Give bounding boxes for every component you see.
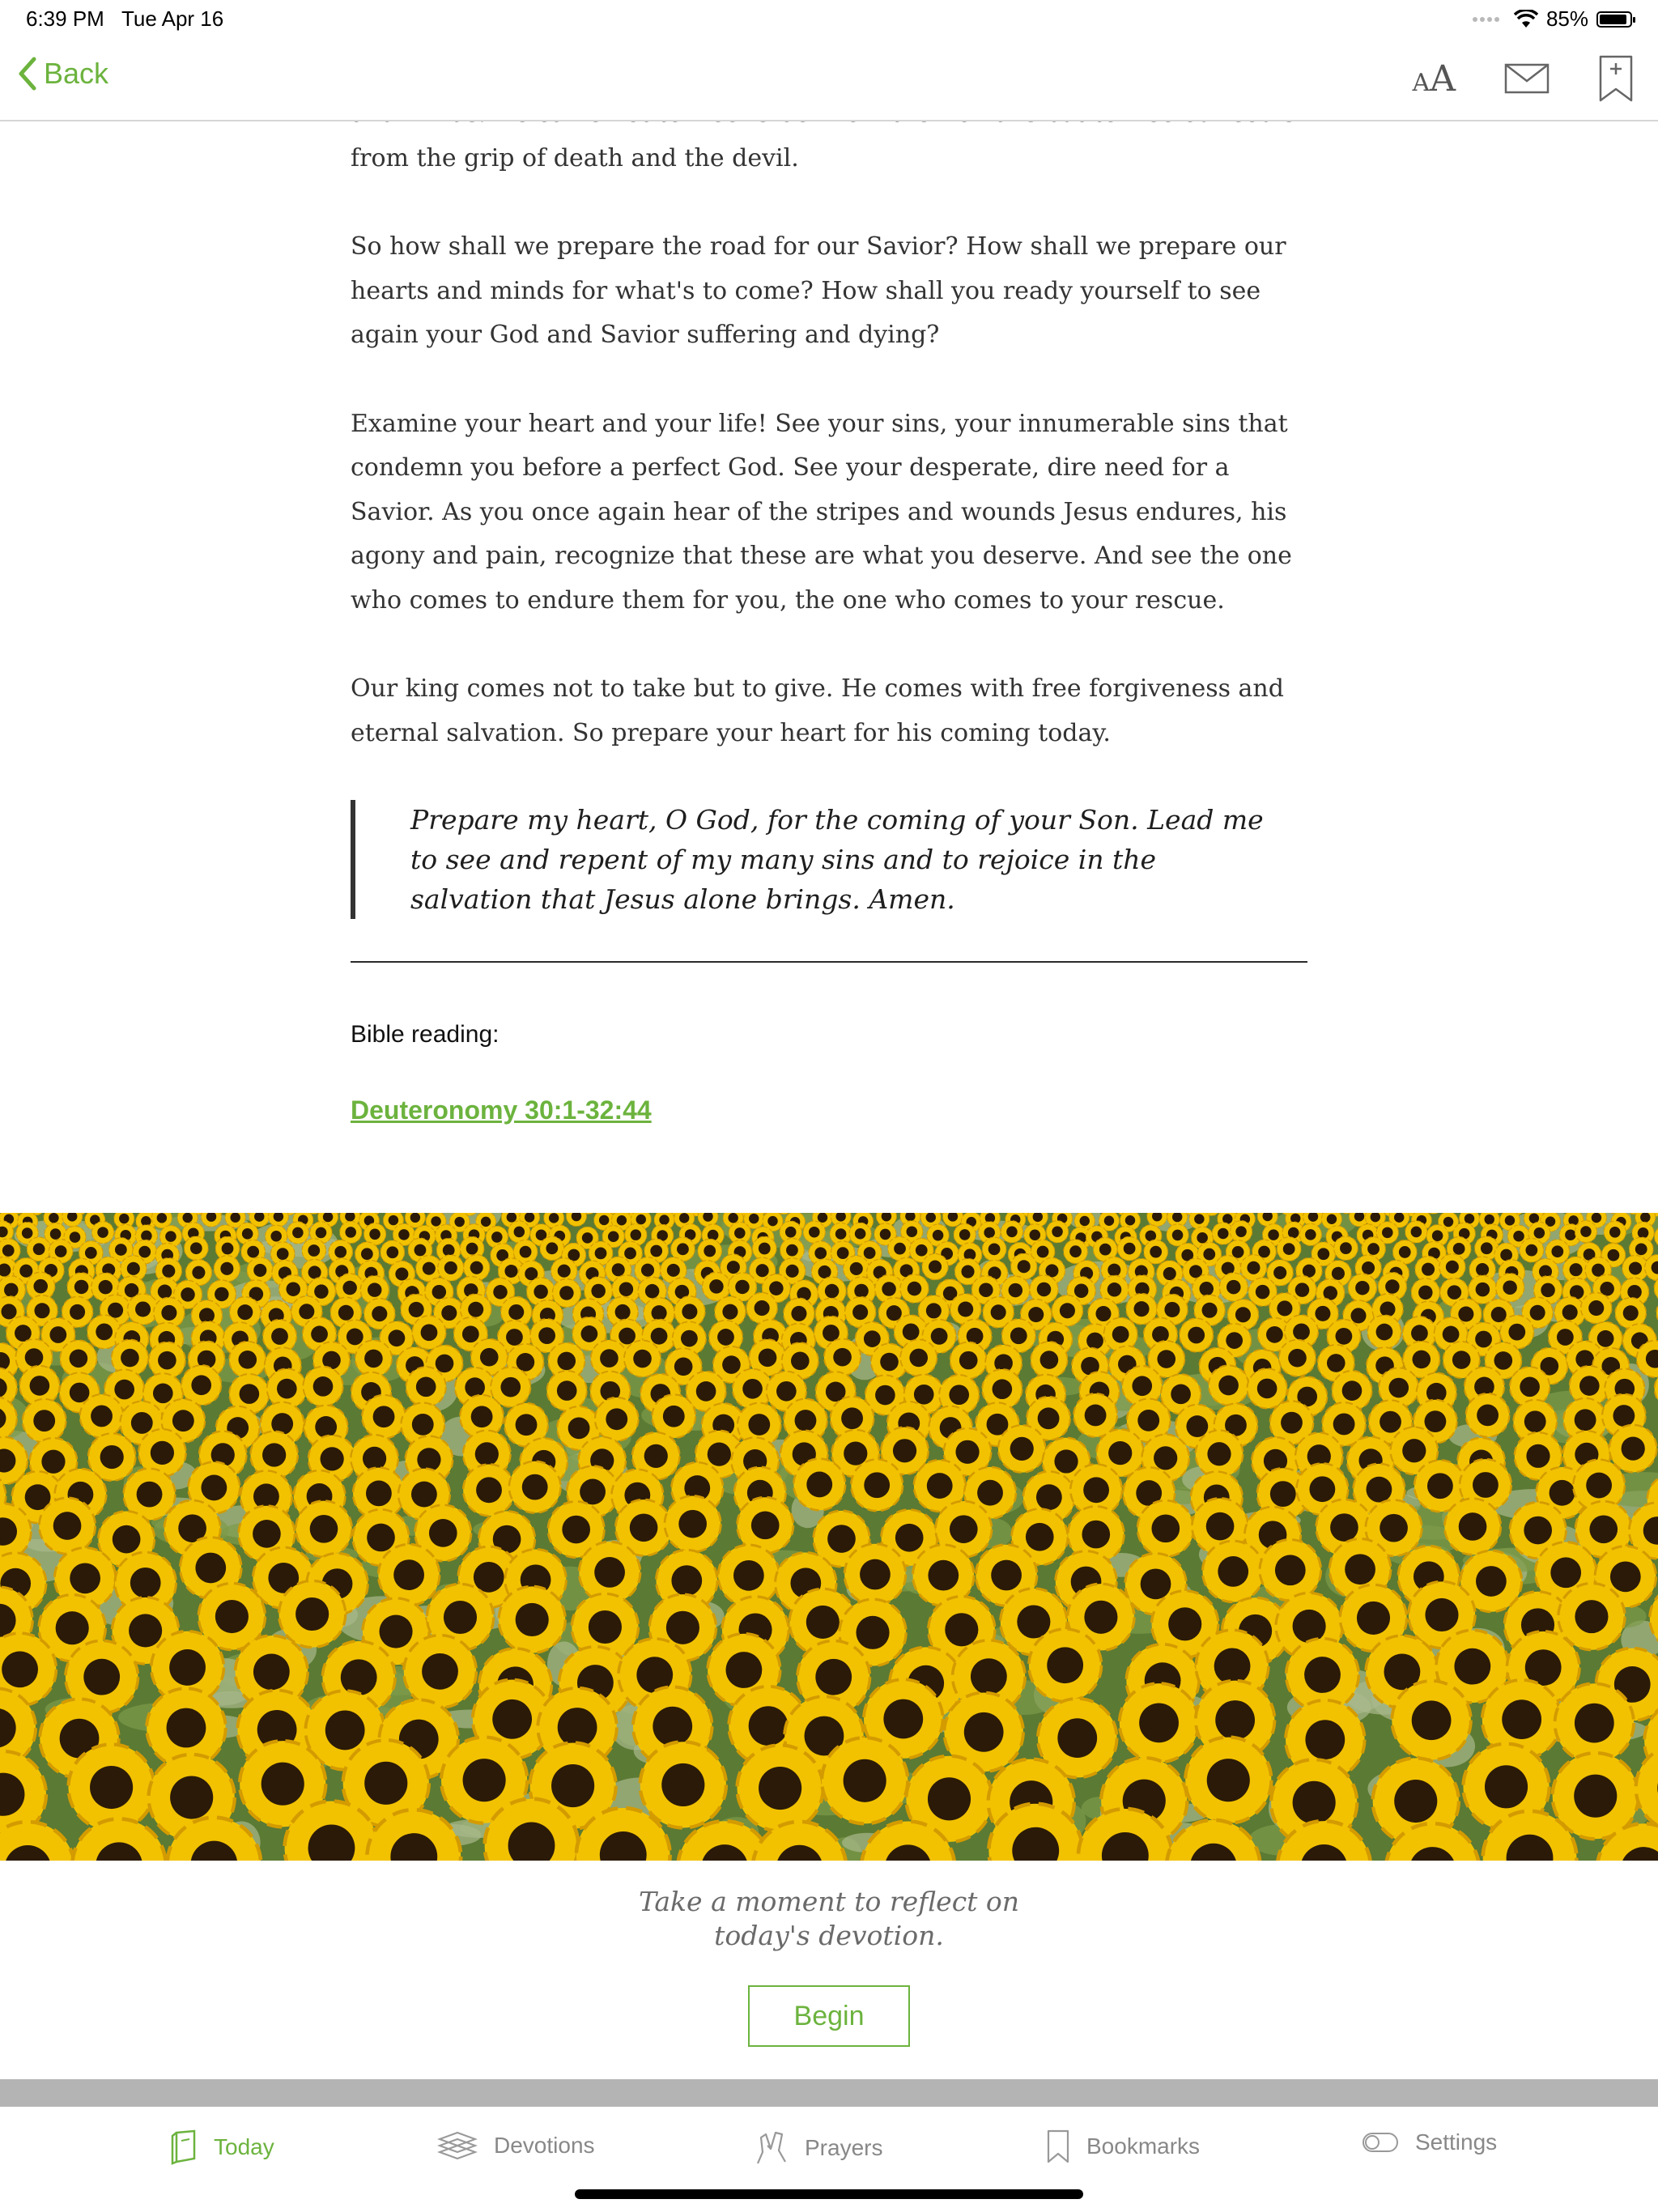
book-icon bbox=[170, 2129, 198, 2165]
tab-today[interactable] bbox=[170, 2129, 274, 2165]
tab-today-label: Today bbox=[214, 2134, 274, 2159]
separator-strip bbox=[0, 2079, 1658, 2107]
article-paragraph: Examine your heart and your life! See your sins, your innumerable sins that condemn you before a perfect God. See your desperate, dire need for a Savior. As you once again hear of the stripes and wounds Jesus endures, his agony and pain, recognize that these are what you deserve. And see the one who comes to endure them for you, the one who comes to your rescue. bbox=[351, 409, 1292, 615]
tab-devotions[interactable] bbox=[437, 2129, 595, 2162]
reflect-line-2: today's devotion. bbox=[714, 1920, 944, 1951]
tab-prayers-label: Prayers bbox=[805, 2135, 883, 2160]
font-size-button[interactable] bbox=[1413, 58, 1456, 100]
wifi-icon bbox=[1514, 10, 1538, 29]
status-indicators bbox=[1473, 6, 1632, 32]
battery-icon bbox=[1596, 11, 1632, 28]
add-bookmark-icon[interactable] bbox=[1598, 55, 1634, 102]
devotion-article bbox=[351, 96, 1307, 1134]
bible-reading-label: Bible reading: bbox=[351, 1021, 500, 1048]
tab-bookmarks-label: Bookmarks bbox=[1086, 2133, 1201, 2159]
sunflower-field-photo bbox=[0, 1213, 1658, 1861]
article-paragraph: So how shall we prepare the road for our Savior? How shall we prepare our hearts and minds for what's to come? How shall you ready yourself to see again your God and Savior suffering and dying? bbox=[351, 232, 1286, 349]
tab-prayers[interactable] bbox=[753, 2129, 882, 2167]
tab-settings-label: Settings bbox=[1415, 2129, 1498, 2155]
status-bar bbox=[0, 0, 1658, 39]
bookmark-icon bbox=[1046, 2129, 1070, 2163]
reflect-prompt bbox=[0, 1885, 1658, 1953]
navigation-bar bbox=[0, 39, 1658, 121]
stack-books-icon bbox=[437, 2129, 478, 2162]
article-paragraph: Our king comes not to take but to give. He comes with free forgiveness and eternal salvation. So prepare your heart for his coming today. bbox=[351, 674, 1284, 747]
tab-settings[interactable] bbox=[1362, 2129, 1497, 2155]
battery-percentage: 85% bbox=[1545, 6, 1588, 31]
bible-reading-link[interactable]: Deuteronomy 30:1-32:44 bbox=[351, 1095, 652, 1125]
back-button[interactable] bbox=[18, 57, 108, 91]
section-divider bbox=[351, 961, 1307, 963]
status-date: Tue Apr 16 bbox=[121, 6, 224, 31]
nav-toolbar bbox=[1413, 55, 1634, 102]
praying-hands-icon bbox=[753, 2129, 789, 2167]
status-time: 6:39 PM bbox=[26, 6, 104, 31]
tab-bookmarks[interactable] bbox=[1046, 2129, 1200, 2163]
cellular-signal-icon bbox=[1473, 17, 1499, 22]
toggle-icon bbox=[1362, 2132, 1399, 2153]
home-indicator bbox=[575, 2189, 1083, 2199]
article-paragraph-partial: from the grip of death and the devil. bbox=[351, 143, 799, 172]
back-label: Back bbox=[44, 57, 109, 90]
mail-icon[interactable] bbox=[1504, 63, 1550, 94]
begin-button[interactable]: Begin bbox=[748, 1985, 910, 2047]
prayer-quote: Prepare my heart, O God, for the coming of your Son. Lead me to see and repent of my many sins and to rejoice in the salvation that Jesus alone brings. Amen. bbox=[351, 800, 1285, 919]
reflect-line-1: Take a moment to reflect on bbox=[638, 1886, 1020, 1917]
font-size-large-glyph: A bbox=[1430, 57, 1456, 100]
tab-devotions-label: Devotions bbox=[494, 2133, 595, 2158]
chevron-left-icon bbox=[18, 57, 37, 91]
font-size-small-glyph: A bbox=[1412, 68, 1431, 97]
